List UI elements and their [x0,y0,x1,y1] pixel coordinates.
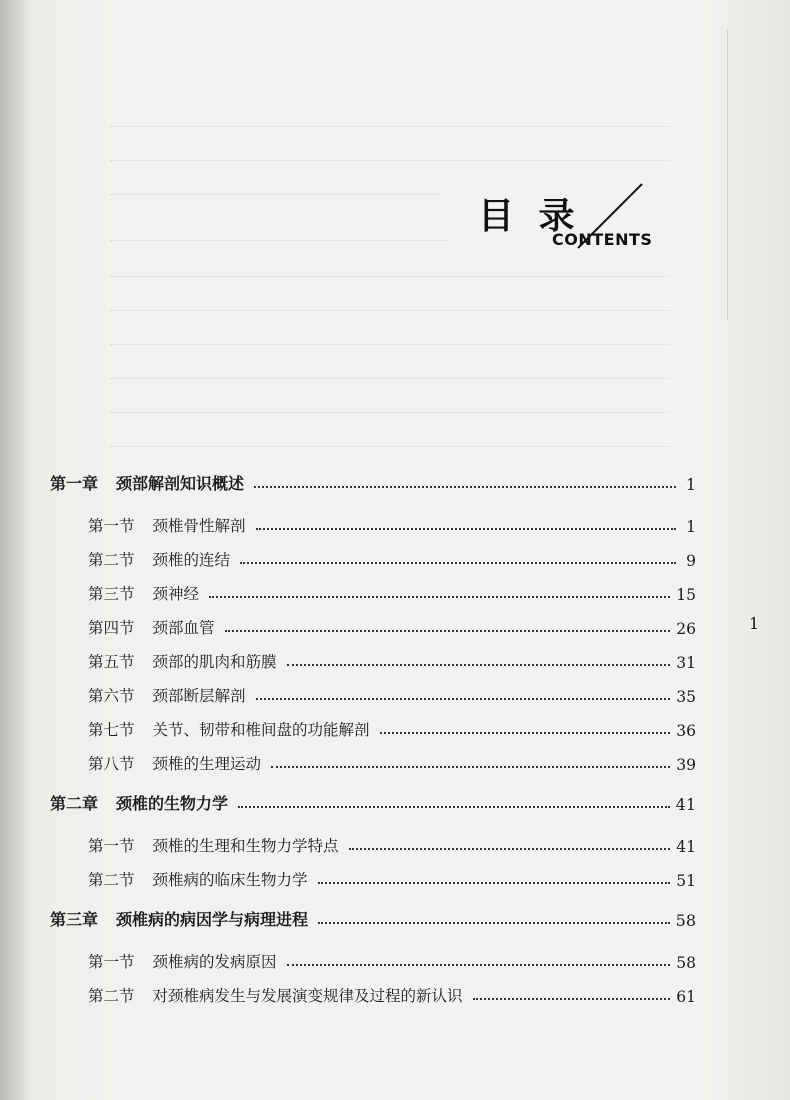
toc-section-entry[interactable] [88,946,696,972]
dot-leader [380,732,671,734]
entry-number: 第二节 [88,871,135,889]
entry-number: 第二章 [50,794,99,813]
bleed-through-line [110,160,670,161]
entry-page-number: 26 [676,620,696,638]
toc-section-entry[interactable] [88,612,696,638]
bleed-through-line [110,378,670,379]
entry-page-number: 31 [676,654,696,672]
entry-title: 颈椎的生理运动 [152,755,262,773]
dot-leader [271,766,670,768]
toc-chapter-entry[interactable] [50,904,696,930]
entry-title: 颈神经 [152,585,200,603]
dot-leader [349,848,671,850]
bleed-through-line [110,194,440,195]
toc-heading [470,188,680,258]
dot-leader [256,698,671,700]
entry-page-number: 1 [686,518,696,536]
toc-section-entry[interactable] [88,646,696,672]
entry-page-number: 39 [676,756,696,774]
entry-number: 第三节 [88,585,135,603]
dot-leader [225,630,671,632]
toc-chapter-entry[interactable] [50,788,696,814]
entry-title: 颈部的肌肉和筋膜 [152,653,277,671]
entry-title: 颈椎病的临床生物力学 [152,871,308,889]
page-edge-line [727,30,728,320]
dot-leader [256,528,676,530]
toc-section-entry[interactable] [88,830,696,856]
toc-section-entry[interactable] [88,544,696,570]
toc-section-entry[interactable] [88,714,696,740]
dot-leader [287,964,671,966]
page-number: 1 [749,614,760,633]
entry-page-number: 1 [685,475,696,494]
dot-leader [254,486,676,488]
entry-title: 颈椎的连结 [152,551,231,569]
entry-title: 颈椎的生理和生物力学特点 [152,837,339,855]
toc-section-entry[interactable] [88,578,696,604]
toc-section-entry[interactable] [88,510,696,536]
entry-page-number: 41 [676,838,696,856]
dot-leader [318,882,671,884]
toc-subtitle: CONTENTS [552,230,653,249]
entry-number: 第二节 [88,551,135,569]
entry-number: 第二节 [88,987,135,1005]
entry-title: 颈椎病的发病原因 [152,953,277,971]
entry-title: 关节、韧带和椎间盘的功能解剖 [152,721,370,739]
dot-leader [238,806,670,808]
entry-number: 第七节 [88,721,135,739]
toc-chapter-entry[interactable] [50,468,696,494]
dot-leader [209,596,670,598]
entry-title: 颈椎骨性解剖 [152,517,246,535]
bleed-through-line [110,344,670,345]
entry-title: 颈部解剖知识概述 [116,474,245,493]
entry-page-number: 51 [676,872,696,890]
entry-title: 颈椎病的病因学与病理进程 [116,910,309,929]
entry-page-number: 58 [675,911,696,930]
bleed-through-line [110,240,450,241]
dot-leader [240,562,676,564]
entry-page-number: 36 [676,722,696,740]
toc-section-entry[interactable] [88,748,696,774]
entry-number: 第一节 [88,517,135,535]
entry-number: 第四节 [88,619,135,637]
entry-title: 颈部断层解剖 [152,687,246,705]
entry-number: 第三章 [50,910,99,929]
dot-leader [473,998,671,1000]
bleed-through-line [110,412,670,413]
bleed-through-line [110,310,670,311]
entry-number: 第一节 [88,837,135,855]
entry-title: 颈部血管 [152,619,215,637]
entry-number: 第六节 [88,687,135,705]
dot-leader [318,922,670,924]
entry-page-number: 58 [676,954,696,972]
toc-section-entry[interactable] [88,680,696,706]
entry-page-number: 15 [676,586,696,604]
dot-leader [287,664,671,666]
bleed-through-line [110,446,670,447]
toc-section-entry[interactable] [88,864,696,890]
entry-title: 对颈椎病发生与发展演变规律及过程的新认识 [152,987,463,1005]
toc-section-entry[interactable] [88,980,696,1006]
entry-page-number: 9 [686,552,696,570]
entry-page-number: 35 [676,688,696,706]
bleed-through-line [110,276,670,277]
entry-number: 第五节 [88,653,135,671]
entry-title: 颈椎的生物力学 [116,794,229,813]
entry-number: 第一章 [50,474,99,493]
bleed-through-line [110,126,670,127]
toc-title: 目 录 [478,195,581,237]
entry-page-number: 61 [676,988,696,1006]
gutter-shadow [0,0,34,1100]
entry-page-number: 41 [675,795,696,814]
entry-number: 第八节 [88,755,135,773]
entry-number: 第一节 [88,953,135,971]
